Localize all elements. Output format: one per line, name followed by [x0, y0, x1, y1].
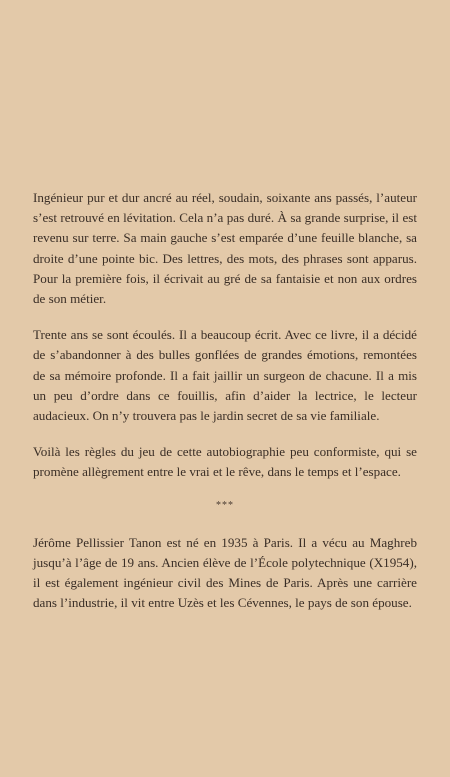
rules-paragraph: Voilà les règles du jeu de cette autobiographie peu conformiste, qui se promène allègrement entre le vrai et le rêve, dans le temps et l’espace. [33, 444, 417, 480]
author-bio-paragraph: Jérôme Pellissier Tanon est né en 1935 à Paris. Il a vécu au Maghreb jusqu’à l’âge de 19 ans. Ancien élève de l’École polytechnique (X1954), il est également ingénieur civil des Mines de Paris. Après une carrière dans l’industrie, il vit entre Uzès et les Cévennes, le pays de son épouse. [33, 534, 417, 611]
section-separator: *** [216, 499, 234, 511]
intro-paragraph: Ingénieur pur et dur ancré au réel, soudain, soixante ans passés, l’auteur s’est retrouvé en lévitation. Cela n’a pas duré. À sa grande surprise, il est revenu sur terre. Sa main gauche s’est emparée d’une feuille blanche, sa droite d’une pointe bic. Des lettres, des mots, des phrases sont apparus. Pour la première fois, il écrivait au gré de sa fantaisie et non aux ordres de son métier. [33, 190, 417, 307]
back-cover-text [33, 188, 417, 629]
writing-paragraph: Trente ans se sont écoulés. Il a beaucoup écrit. Avec ce livre, il a décidé de s’abandonner à des bulles gonflées de grandes émotions, remontées de sa mémoire profonde. Il a fait jaillir un surgeon de chacune. Il a mis un peu d’ordre dans ce fouillis, afin d’aider la lectrice, le lecteur audacieux. On n’y trouvera pas le jardin secret de sa vie familiale. [33, 327, 417, 424]
